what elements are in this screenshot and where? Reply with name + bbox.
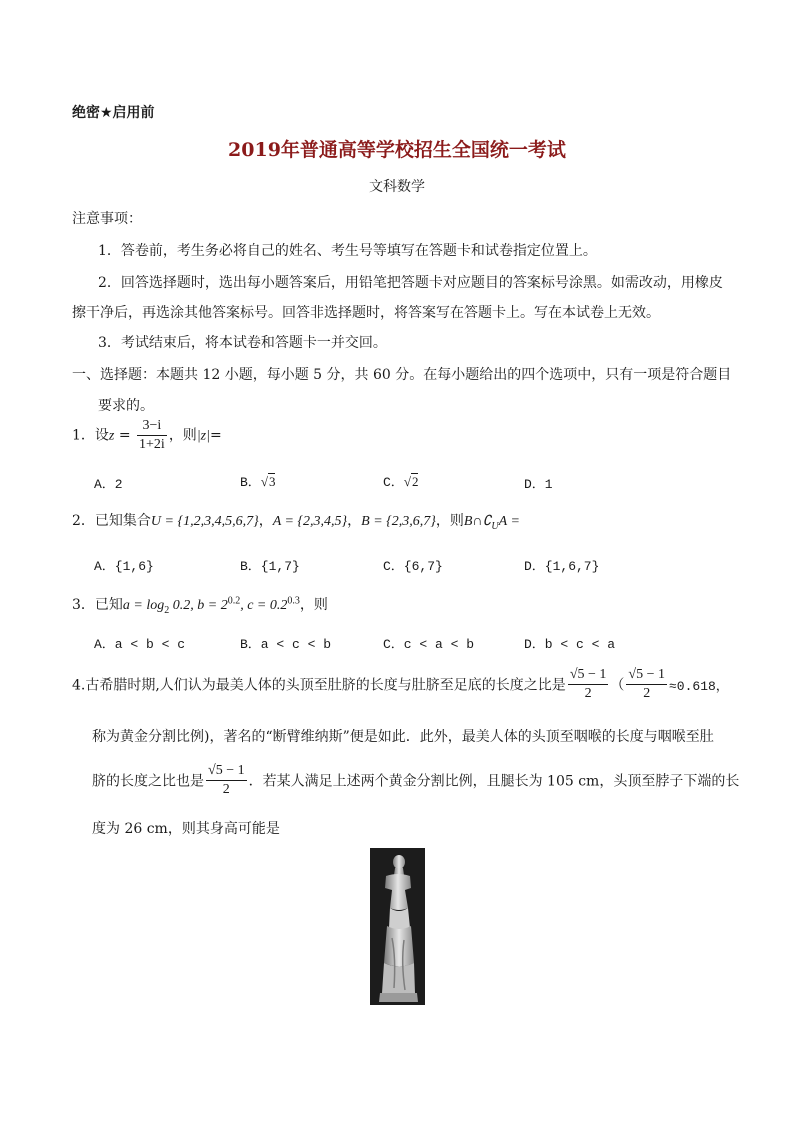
exam-subject: 文科数学	[369, 179, 425, 195]
q3-option-a: A．a < b < c	[94, 637, 186, 652]
question-4-line-1: 4.古希腊时期,人们认为最美人体的头顶至肚脐的长度与肚脐至足底的长度之比是 $\frac{√5 - 1}{2}$ （ $\frac{√5 - 1}{2}$ ≈0.618，	[72, 667, 729, 701]
statue-drawing	[370, 848, 425, 1005]
q1-fraction: $\frac{3-i}{1+2i}$	[139, 418, 165, 452]
question-4-line-4: 度为 26 cm，则其身高可能是	[92, 821, 280, 837]
section-heading-cont: 要求的。	[98, 398, 154, 414]
q2-option-a: A．{1,6}	[94, 559, 154, 574]
notes-heading: 注意事项：	[72, 211, 142, 227]
q1-option-c: C．√2	[383, 474, 419, 490]
question-1: 1．设z = $\frac{3-i}{1+2i}$ ，则|z|=	[72, 418, 222, 452]
q3-option-d: D．b < c < a	[524, 637, 616, 652]
note-item-1: 1．答卷前，考生务必将自己的姓名、考生号等填写在答题卡和试卷指定位置上。	[98, 243, 597, 259]
q2-option-d: D．{1,6,7}	[524, 559, 600, 574]
q1-option-b: B．√3	[240, 474, 276, 490]
confidential-label: 绝密★启用前	[72, 105, 155, 121]
question-3: 3．已知$a = \log_2 0.2$, $b = 2^{0.2}$, $c = 0.2^{0.3}$，则	[72, 595, 328, 616]
question-4-line-2: 称为黄金分割比例)，著名的“断臂维纳斯”便是如此．此外，最美人体的头顶至咽喉的长度与咽喉至肚	[92, 729, 714, 745]
section-heading: 一、选择题：本题共 12 小题，每小题 5 分，共 60 分。在每小题给出的四个选项中，只有一项是符合题目	[72, 367, 732, 383]
q1-option-a: A．2	[94, 477, 123, 492]
venus-statue-image	[370, 848, 425, 1005]
q2-option-b: B．{1,7}	[240, 559, 300, 574]
q3-option-c: C．c < a < b	[383, 637, 475, 652]
note-item-2: 2．回答选择题时，选出每小题答案后，用铅笔把答题卡对应题目的答案标号涂黑。如需改动，用橡皮	[98, 275, 723, 291]
note-item-3: 3．考试结束后，将本试卷和答题卡一并交回。	[98, 335, 387, 351]
q1-option-d: D．1	[524, 477, 553, 492]
note-item-2-cont: 擦干净后，再选涂其他答案标号。回答非选择题时，将答案写在答题卡上。写在本试卷上无效。	[72, 305, 660, 321]
q2-option-c: C．{6,7}	[383, 559, 443, 574]
question-2: 2．已知集合U = {1,2,3,4,5,6,7}，A = {2,3,4,5}，B = {2,3,6,7}，则$B\cap∁_UA$ =	[72, 513, 520, 532]
golden-ratio-fraction-3: $\frac{√5 - 1}{2}$	[208, 763, 245, 797]
golden-ratio-fraction: $\frac{√5 - 1}{2}$	[569, 667, 607, 701]
q3-option-b: B．a < c < b	[240, 637, 332, 652]
golden-ratio-fraction-2: $\frac{√5 - 1}{2}$	[628, 667, 665, 701]
question-4-line-3: 脐的长度之比也是 $\frac{√5 - 1}{2}$ ．若某人满足上述两个黄金分割比例，且腿长为 105 cm，头顶至脖子下端的长	[92, 763, 740, 797]
exam-title: 2019年普通高等学校招生全国统一考试	[228, 139, 566, 161]
